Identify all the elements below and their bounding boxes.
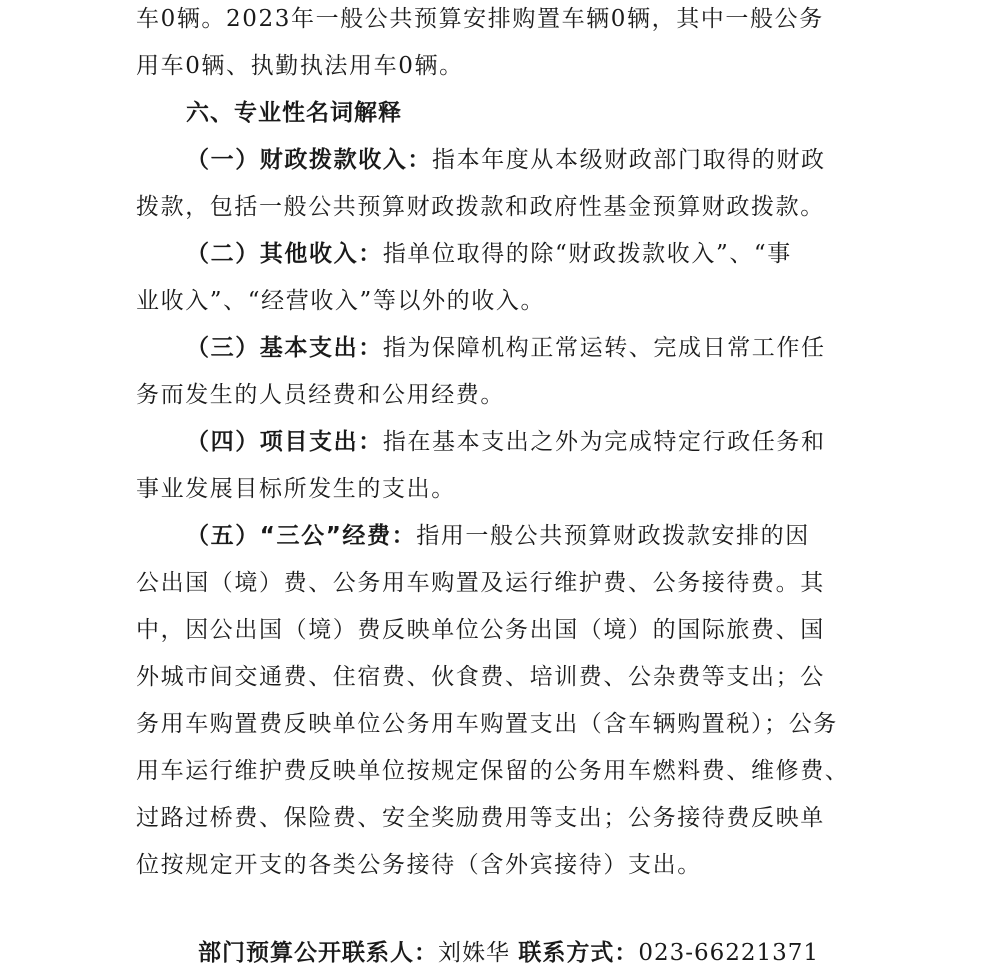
term-5-text: 指用一般公共预算财政拨款安排的因 [416, 523, 810, 549]
term-4-line-2: 事业发展目标所发生的支出。 [136, 476, 456, 502]
term-2-line-1 [186, 239, 792, 269]
contact-method-label: 联系方式： [518, 940, 639, 966]
intro-line-2: 用车0辆、执勤执法用车0辆。 [136, 53, 464, 79]
term-4-title: （四）项目支出： [186, 429, 383, 455]
term-5-line-5: 务用车购置费反映单位公务用车购置支出（含车辆购置税）；公务 [136, 711, 838, 737]
term-5-line-4: 外城市间交通费、住宿费、伙食费、培训费、公杂费等支出；公 [136, 664, 825, 690]
term-2-text: 指单位取得的除“财政拨款收入”、“事 [382, 241, 792, 267]
section-heading: 六、专业性名词解释 [186, 100, 402, 126]
term-5-line-8: 位按规定开支的各类公务接待（含外宾接待）支出。 [136, 852, 702, 878]
term-3-title: （三）基本支出： [186, 335, 383, 361]
term-3-text: 指为保障机构正常运转、完成日常工作任 [382, 335, 826, 361]
term-4-line-1 [186, 427, 826, 457]
contact-phone: 023-66221371 [638, 940, 820, 966]
term-3-line-2: 务而发生的人员经费和公用经费。 [136, 382, 505, 408]
term-5-line-6: 用车运行维护费反映单位按规定保留的公务用车燃料费、维修费、 [136, 758, 850, 784]
term-1-line-1 [186, 145, 826, 175]
term-5-title: （五）“三公”经费： [186, 523, 417, 549]
term-5-line-3: 中，因公出国（境）费反映单位公务出国（境）的国际旅费、国 [136, 617, 825, 643]
term-2-title: （二）其他收入： [186, 241, 383, 267]
contact-name: 刘姝华 [438, 940, 510, 966]
contact-line [198, 938, 819, 968]
term-4-text: 指在基本支出之外为完成特定行政任务和 [382, 429, 826, 455]
contact-label: 部门预算公开联系人： [198, 940, 438, 966]
intro-line-1: 车0辆。2023年一般公共预算安排购置车辆0辆，其中一般公务 [136, 6, 824, 32]
term-5-line-2: 公出国（境）费、公务用车购置及运行维护费、公务接待费。其 [136, 570, 825, 596]
term-5-line-7: 过路过桥费、保险费、安全奖励费用等支出；公务接待费反映单 [136, 805, 825, 831]
term-1-line-2: 拨款，包括一般公共预算财政拨款和政府性基金预算财政拨款。 [136, 194, 825, 220]
term-5-line-1 [186, 521, 810, 551]
term-1-text: 指本年度从本级财政部门取得的财政 [432, 147, 826, 173]
term-3-line-1 [186, 333, 826, 363]
term-1-title: （一）财政拨款收入： [186, 147, 432, 173]
term-2-line-2: 业收入”、“经营收入”等以外的收入。 [136, 288, 546, 314]
